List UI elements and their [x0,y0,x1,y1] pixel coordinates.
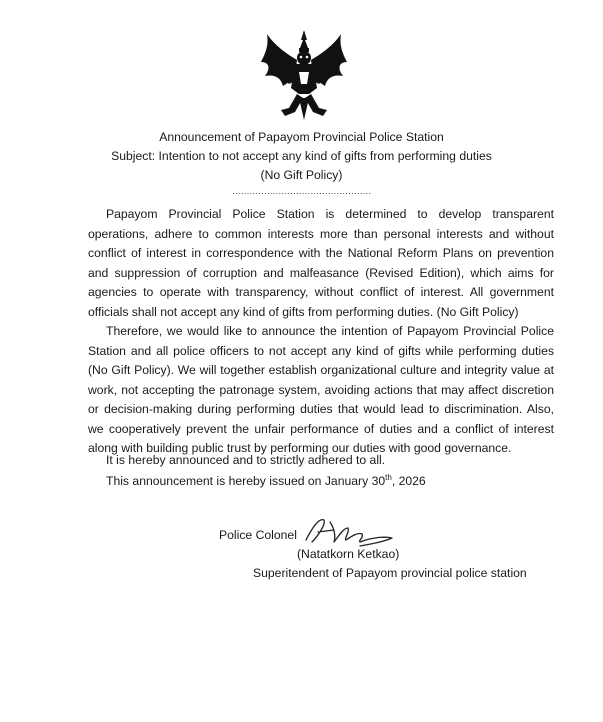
signatory-rank: Police Colonel [219,528,297,542]
issued-date-suffix: th [385,473,392,482]
body-paragraph-1: Papayom Provincial Police Station is determined to develop transparent operations, adhere to common interests more than personal interests and without conflict of interest in correspondence with the National Reform Plans on prevention and suppression of corruption and malfeasance (Revised Edition), which aims for agencies to operate with transparency, without conflict of interest. All government officials shall not accept any kind of gifts from performing duties. (No Gift Policy) [88,207,554,319]
signatory-position: Superitendent of Papayom provincial police station [253,566,527,580]
handwritten-signature [300,514,396,550]
body-paragraph-2: Therefore, we would like to announce the intention of Papayom Provincial Police Station and all police officers to not accept any kind of gifts while performing duties (No Gift Policy). We will together establish organizational culture and integrity value at work, not accepting the patronage system, avoiding actions that may affect discretion or decision-making during performing duties that would lead to discrimination. Also, we cooperatively prevent the unfair performance of duties and a conflict of interest along with building public trust by performing our duties with good governance. [88,324,554,455]
issued-year: , 2026 [391,474,426,489]
announcement-title: Announcement of Papayom Provincial Police Station [159,130,444,144]
announcement-subject: Subject: Intention to not accept any kind of gifts from performing duties [111,149,492,163]
signatory-name: (Natatkorn Ketkao) [297,547,400,561]
separator-line: ………………………………………… [231,186,372,196]
announced-line: It is hereby announced and to strictly adhered to all. [106,453,386,467]
issued-line [106,473,426,488]
announcement-body [88,205,554,459]
garuda-emblem-icon [259,28,349,122]
issued-prefix: This announcement is hereby issued on January 30 [106,474,386,489]
policy-label: (No Gift Policy) [260,168,343,182]
